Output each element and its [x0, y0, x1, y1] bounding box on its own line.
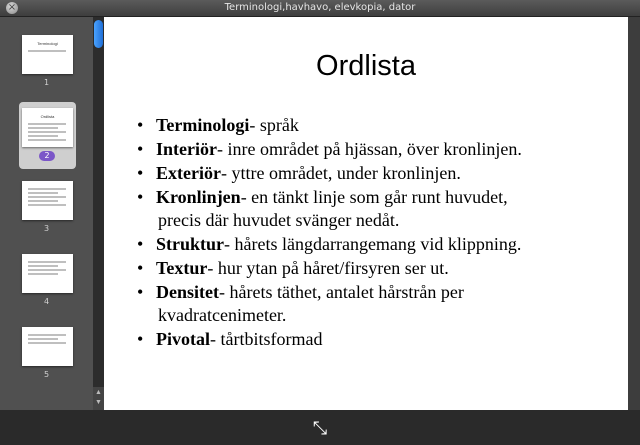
- thumbnail-number: 3: [43, 224, 50, 233]
- bullet-icon: •: [137, 163, 144, 183]
- thumbnail-text-line: [28, 204, 66, 206]
- window-title: Terminologi,havhavo, elevkopia, dator: [224, 2, 416, 13]
- thumbnail-text-line: [28, 338, 58, 340]
- bullet-item: [137, 328, 522, 351]
- thumbnail-text-line: [28, 261, 66, 263]
- thumbnail-text-line: [28, 334, 66, 336]
- slide-title: Ordlista: [316, 50, 416, 82]
- scrollbar-thumb[interactable]: [94, 20, 103, 48]
- bullet-item: [137, 233, 522, 256]
- thumbnail-text-line: [28, 188, 66, 190]
- bullet-continuation: precis där huvudet svänger nedåt.: [158, 210, 400, 230]
- thumbnail-text-line: [28, 200, 58, 202]
- slide-view: [104, 17, 628, 410]
- bullet-term: Terminologi: [156, 115, 250, 135]
- thumbnail-text-line: [28, 139, 66, 141]
- thumbnail-number: 1: [43, 78, 50, 87]
- thumbnail-text-line: [28, 192, 58, 194]
- bullet-icon: •: [137, 139, 144, 159]
- bullet-definition: - språk: [249, 115, 299, 135]
- thumbnail-page[interactable]: [22, 327, 73, 366]
- bullet-icon: •: [137, 115, 144, 135]
- thumbnail-text-line: [28, 123, 66, 125]
- bullet-item: [137, 138, 522, 161]
- thumbnail-sidebar: [0, 17, 93, 410]
- bullet-item: [137, 281, 522, 327]
- bullet-definition: - hur ytan på håret/firsyren ser ut.: [207, 258, 449, 278]
- slide-bullet-list: [137, 114, 522, 352]
- thumbnail-page[interactable]: [22, 35, 73, 74]
- thumbnail-page[interactable]: [22, 254, 73, 293]
- thumbnail-title: Terminologi: [37, 41, 58, 46]
- thumbnail-text-line: [28, 196, 66, 198]
- thumbnail-text-line: [28, 135, 58, 137]
- bullet-term: Interiör: [156, 139, 217, 159]
- bullet-term: Pivotal: [156, 329, 210, 349]
- thumbnail-text-line: [28, 273, 58, 275]
- bullet-item: [137, 186, 522, 232]
- sidebar-scrollbar[interactable]: [93, 17, 104, 387]
- bullet-definition: - hårets längdarrangemang vid klippning.: [224, 234, 522, 254]
- bullet-icon: •: [137, 187, 144, 207]
- bullet-continuation: kvadratcenimeter.: [158, 305, 287, 325]
- scroll-down-icon[interactable]: ▼: [95, 399, 102, 406]
- thumbnail-text-line: [28, 127, 58, 129]
- bullet-term: Textur: [156, 258, 208, 278]
- bullet-definition: - en tänkt linje som går runt huvudet,: [240, 187, 508, 207]
- bullet-icon: •: [137, 258, 144, 278]
- right-edge: [628, 17, 640, 410]
- bullet-icon: •: [137, 329, 144, 349]
- thumbnail-title: Ordlista: [40, 114, 55, 119]
- thumbnail-number: 2: [39, 151, 55, 161]
- thumbnail-text-line: [28, 265, 58, 267]
- bullet-icon: •: [137, 282, 144, 302]
- scroll-up-icon[interactable]: ▲: [95, 389, 102, 396]
- thumbnail-page[interactable]: [22, 108, 73, 147]
- bullet-item: [137, 162, 522, 185]
- thumbnail-number: 4: [43, 297, 50, 306]
- thumbnail-text-line: [28, 131, 66, 133]
- bullet-item: [137, 114, 522, 137]
- bullet-definition: - tårtbitsformad: [210, 329, 323, 349]
- scrollbar-arrows: [93, 387, 104, 410]
- bullet-term: Densitet: [156, 282, 219, 302]
- bullet-term: Struktur: [156, 234, 225, 254]
- fullscreen-expand-icon[interactable]: ⤡: [312, 418, 328, 439]
- bullet-icon: •: [137, 234, 144, 254]
- bullet-term: Kronlinjen: [156, 187, 241, 207]
- bottom-toolbar: [0, 410, 640, 445]
- thumbnail-text-line: [28, 342, 66, 344]
- thumbnail-text-line: [28, 50, 66, 52]
- bullet-term: Exteriör: [156, 163, 221, 183]
- title-bar: [0, 0, 640, 17]
- bullet-definition: - yttre området, under kronlinjen.: [220, 163, 461, 183]
- thumbnail-number: 5: [43, 370, 50, 379]
- thumbnail-page[interactable]: [22, 181, 73, 220]
- close-icon[interactable]: ×: [7, 2, 17, 13]
- bullet-definition: - hårets täthet, antalet hårstrån per: [218, 282, 464, 302]
- thumbnail-text-line: [28, 269, 66, 271]
- bullet-item: [137, 257, 522, 280]
- bullet-definition: - inre området på hjässan, över kronlinjen.: [216, 139, 522, 159]
